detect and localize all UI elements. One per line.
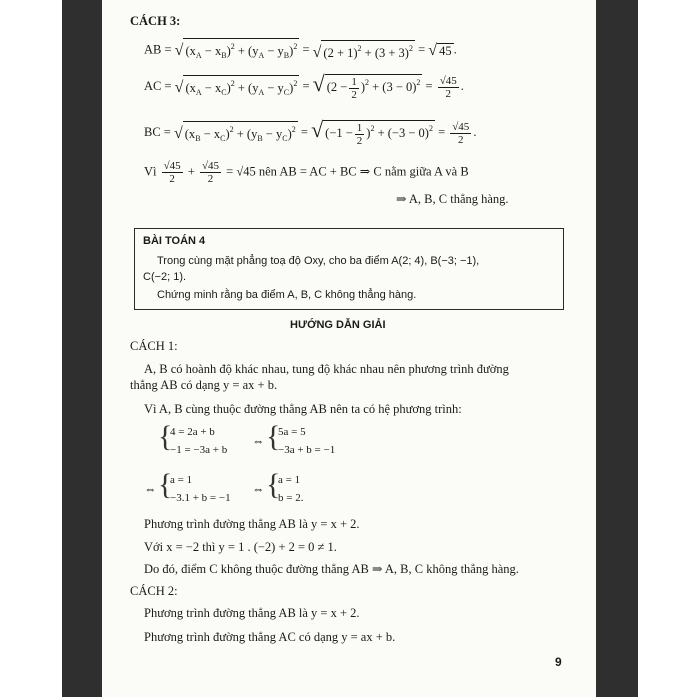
left-border — [62, 0, 102, 697]
brace-1: { — [158, 420, 173, 453]
brace-2: { — [266, 420, 281, 453]
solution-para-3: Phương trình đường thẳng AB là y = x + 2. — [144, 517, 360, 531]
solution-para-5: Do đó, điểm C không thuộc đường thẳng AB ⇒ A, B, C không thẳng hàng. — [144, 562, 519, 576]
problem-line-3: Chứng minh rằng ba điểm A, B, C không thẳng hàng. — [157, 289, 417, 301]
cach3-heading: CÁCH 3: — [130, 14, 181, 28]
sys2-b1: a = 1 — [278, 474, 301, 486]
sys2-arrow-2: ⇔ — [252, 482, 265, 496]
cach1-heading: CÁCH 1: — [130, 339, 178, 353]
bc-equation: BC = √ $(x_B - x_C)^2 + (y_B - y_C)^2$ = √ (−1 − $\frac{1}{2}$ )$^2 + (-3 - 0)^2$ = $\frac{√45}{2}$ . — [144, 117, 477, 147]
book-page — [102, 0, 596, 697]
problem-box — [134, 228, 564, 310]
ab-equation: AB = √ $(x_A - x_B)^2 + (y_A - y_B)^2$ = √ $(2 + 1)^2 + (3 + 3)^2$ = √ 45 . — [144, 38, 457, 63]
solution-para-1-line-1: A, B có hoành độ khác nhau, tung độ khác nhau nên phương trình đường — [144, 362, 509, 376]
problem-line-2: C(−2; 1). — [143, 271, 187, 283]
ac-equation: AC = √ $(x_A - x_C)^2 + (y_A - y_C)^2$ = √ (2 − $\frac{1}{2}$ )$^2 + (3 - 0)^2$ = $\frac{√45}{2}$ . — [144, 71, 464, 101]
cach2-heading: CÁCH 2: — [130, 584, 178, 598]
brace-4: { — [266, 468, 281, 501]
sys1-arrow: ⇔ — [252, 434, 265, 448]
sys2-a1: a = 1 — [170, 474, 193, 486]
problem-line-1: Trong cùng mặt phẳng toạ độ Oxy, cho ba điểm A(2; 4), B(−3; −1), — [157, 255, 480, 267]
sys1-a1: 4 = 2a + b — [170, 426, 215, 438]
sys2-b2: b = 2. — [278, 492, 304, 504]
solution-para-6: Phương trình đường thẳng AB là y = x + 2. — [144, 606, 360, 620]
solution-para-4: Với x = −2 thì y = 1 . (−2) + 2 = 0 ≠ 1. — [144, 540, 337, 554]
sys2-a2: −3.1 + b = −1 — [170, 492, 231, 504]
right-border — [596, 0, 638, 697]
brace-3: { — [158, 468, 173, 501]
page-number: 9 — [555, 655, 562, 669]
cach3-conclusion: ⇒ A, B, C thẳng hàng. — [396, 192, 509, 206]
problem-title: BÀI TOÁN 4 — [143, 235, 206, 247]
vi-line: Vì $\frac{√45}{2}$ + $\frac{√45}{2}$ = √45 nên AB = AC + BC ⇒ C nằm giữa A và B — [144, 160, 469, 185]
sys1-b2: −3a + b = −1 — [278, 444, 336, 456]
sys1-a2: −1 = −3a + b — [170, 444, 228, 456]
sys1-b1: 5a = 5 — [278, 426, 306, 438]
solution-para-7: Phương trình đường thẳng AC có dạng y = ax + b. — [144, 630, 396, 644]
solution-heading: HƯỚNG DẪN GIẢI — [290, 319, 386, 331]
solution-para-1-line-2: thẳng AB có dạng y = ax + b. — [130, 378, 278, 392]
sys2-arrow-1: ⇔ — [144, 482, 157, 496]
solution-para-2: Vì A, B cùng thuộc đường thẳng AB nên ta có hệ phương trình: — [144, 402, 462, 416]
